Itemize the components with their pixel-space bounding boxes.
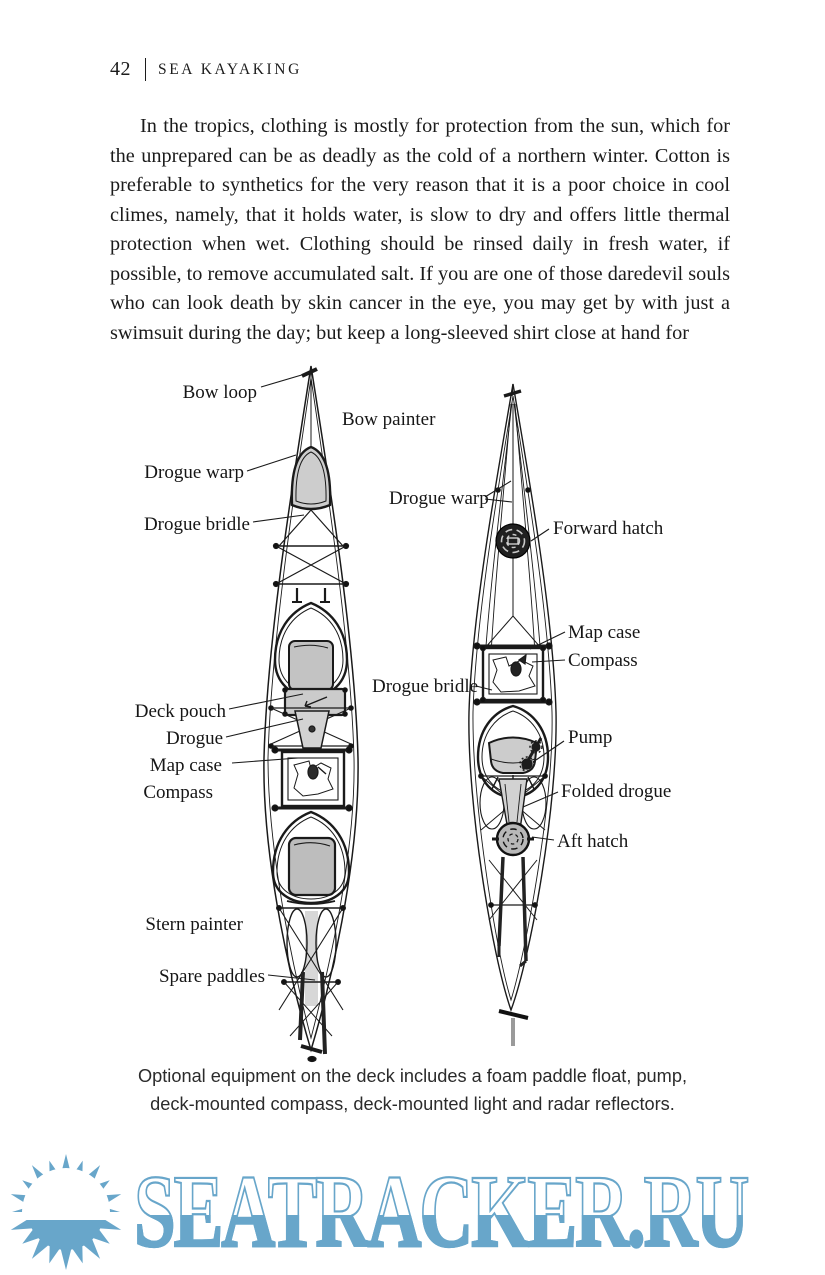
drogue-funnel [269,706,353,748]
caption-line-2: deck-mounted compass, deck-mounted light and radar reflectors. [150,1093,675,1114]
label-forward-hatch: Forward hatch [553,518,664,539]
drogue-bridle-rigging [274,510,349,602]
label-compass-left: Compass [143,782,213,803]
label-drogue: Drogue [166,728,223,749]
label-bow-loop: Bow loop [182,382,257,403]
cockpit-left [273,812,349,904]
map-case-right [474,643,552,705]
kayak-diagram [0,360,825,1070]
caption-line-1: Optional equipment on the deck includes a foam paddle float, pump, [137,1066,687,1086]
front-hatch-cockpit [275,603,347,697]
sun-over-sea-icon [6,1151,126,1273]
label-deck-pouch: Deck pouch [134,701,226,722]
book-title: SEA KAYAKING [158,60,302,78]
label-map-case-left: Map case [149,755,222,776]
watermark [0,1148,825,1275]
label-drogue-bridle-left: Drogue bridle [143,514,250,535]
label-map-case-right: Map case [568,622,641,643]
watermark-text: SEATRACKER.RU [134,1153,748,1269]
map-case-left [272,747,352,811]
label-drogue-warp-right: Drogue warp [389,488,489,509]
sun-dome-mask [22,1168,110,1212]
kayak-illustration [0,360,825,1070]
label-bow-painter: Bow painter [342,409,436,430]
label-compass-right: Compass [568,650,638,671]
right-kayak-drawing [469,384,556,1046]
body-paragraph: In the tropics, clothing is mostly for protection from the sun, which for the unprepared can be as deadly as the cold of a northern winter. Cotton is preferable to synthetics for the very reason that it is a poor choice in cool climes, namely, that it holds water, is slow to dry and offers little thermal protection when wet. Clothing should be rinsed daily in fresh water, if possible, to remove accumulated salt. If you are one of those daredevil souls who can look death by skin cancer in the eye, you may get by with just a swimsuit during the day; but keep a long-sleeved shirt close at hand for [110,115,730,344]
header-divider [145,58,146,81]
label-drogue-warp-left: Drogue warp [144,462,244,483]
label-aft-hatch: Aft hatch [557,831,629,852]
folded-drogue-shape [479,774,548,830]
forward-hatch-shape [496,524,530,558]
stern-toggle-right [499,1011,528,1018]
compass-left-shape [308,765,318,779]
label-folded-drogue: Folded drogue [561,781,672,802]
label-drogue-bridle-right: Drogue bridle [372,676,479,697]
label-pump: Pump [568,727,613,748]
label-spare-paddles: Spare paddles [158,966,265,987]
page-header [110,58,302,81]
sea-horizon-stripe [8,1212,124,1220]
compass-right-shape [511,662,521,676]
aft-hatch-shape [492,823,534,855]
label-stern-painter: Stern painter [145,914,243,935]
left-kayak-drawing [264,366,358,1062]
figure-caption [0,1063,825,1118]
page-number: 42 [110,58,131,80]
